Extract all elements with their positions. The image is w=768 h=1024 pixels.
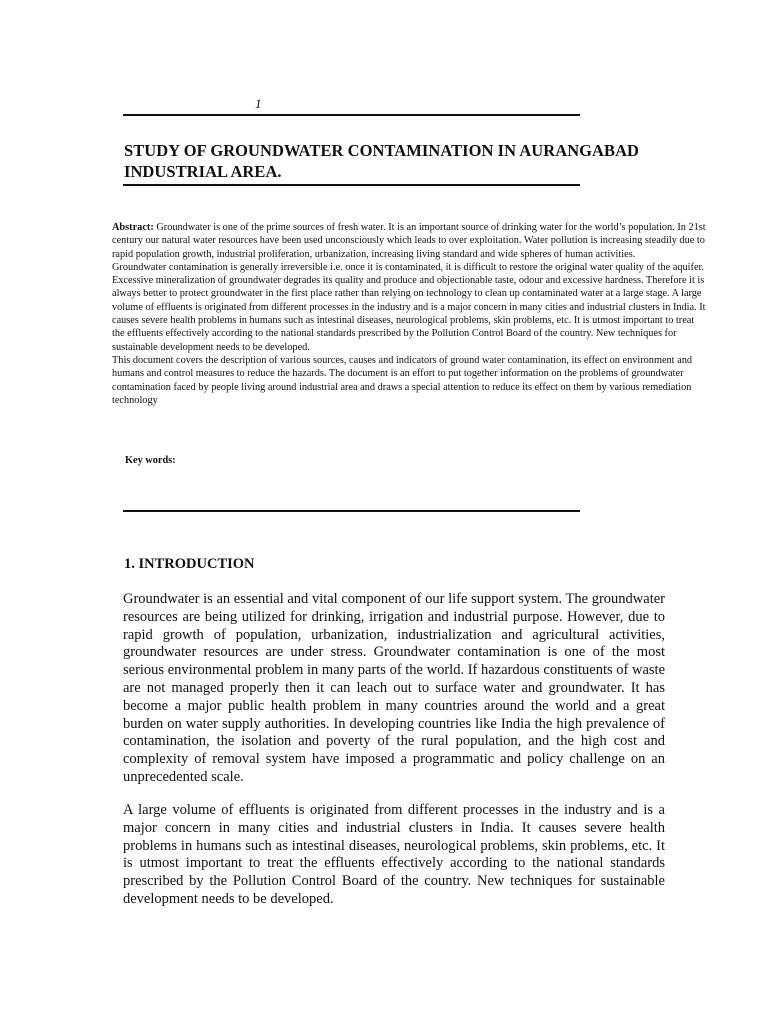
page-number: 1	[255, 96, 262, 111]
abstract-paragraph: This document covers the description of various sources, causes and indicators of ground water contamination, its effect on environment and humans and control measures to reduce the hazards. The document is an effort to put together information on the problems of groundwater contamination faced by people living around industrial area and draws a special attention to reduce its effect on them by various remediation technology	[112, 354, 692, 406]
paper-title: STUDY OF GROUNDWATER CONTAMINATION IN AURANGABAD INDUSTRIAL AREA.	[124, 141, 639, 181]
abstract-label: Abstract:	[112, 222, 154, 233]
keywords-label: Key words:	[125, 455, 176, 466]
abstract-text: Groundwater is one of the prime sources of fresh water. It is an important source of drinking water for the world’s population. In 21st century our natural water resources have been used unconsciously which leads to over exploitation. Water pollution is increasing steadily due to rapid population growth, industrial proliferation, urbanization, increasing living standard and wide spheres of human activities.	[112, 222, 706, 260]
abstract	[112, 221, 706, 407]
section-heading-introduction: 1. INTRODUCTION	[124, 556, 255, 572]
introduction-paragraph: A large volume of effluents is originated from different processes in the industry and is a major concern in many cities and industrial clusters in India. It causes severe health problems in humans such as intestinal diseases, neurological problems, skin problems, etc. It is utmost important to treat the effluents effectively according to the national standards prescribed by the Pollution Control Board of the country. New techniques for sustainable development needs to be developed.	[123, 802, 665, 907]
header-rule	[123, 114, 580, 116]
keywords-rule	[123, 510, 580, 512]
abstract-paragraph: Groundwater contamination is generally irreversible i.e. once it is contaminated, it is difficult to restore the original water quality of the aquifer. Excessive mineralization of groundwater degrades its quality and produce and objectionable taste, odour and excessive hardness. Therefore it is always better to protect groundwater in the first place rather than relying on technology to clean up contaminated water at a large stage. A large volume of effluents is originated from different processes in the industry and is a major concern in many cities and industrial clusters in India. It causes severe health problems in humans such as intestinal diseases, neurological problems, skin problems, etc. It is utmost important to treat the effluents effectively according to the national standards prescribed by the Pollution Control Board of the country. New techniques for sustainable development needs to be developed.	[112, 261, 706, 353]
introduction-paragraph: Groundwater is an essential and vital component of our life support system. The groundwater resources are being utilized for drinking, irrigation and industrial purpose. However, due to rapid growth of population, urbanization, industrialization and agricultural activities, groundwater resources are under stress. Groundwater contamination is one of the most serious environmental problem in many parts of the world. If hazardous constituents of waste are not managed properly then it can leach out to surface water and groundwater. It has become a major public health problem in many countries around the world and a great burden on water supply authorities. In developing countries like India the high prevalence of contamination, the isolation and poverty of the rural population, and the high cost and complexity of removal system have imposed a programmatic and policy challenge on an unprecedented scale.	[123, 591, 666, 785]
abstract-paragraph	[112, 221, 706, 261]
title-rule	[123, 184, 580, 186]
